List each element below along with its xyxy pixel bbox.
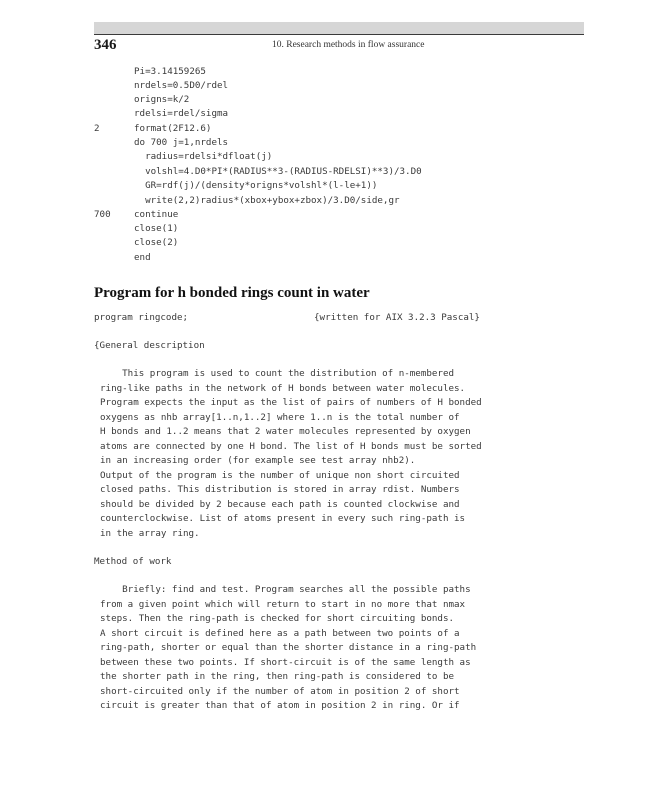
program-declaration: program ringcode; [94,312,189,323]
method-line: A short circuit is defined here as a path between two points of a [100,627,460,639]
code-text: origns=k/2 [134,94,190,105]
code-text: format(2F12.6) [134,123,212,134]
method-line: circuit is greater than that of atom in position 2 in ring. Or if [100,700,460,711]
program-comment: {written for AIX 3.2.3 Pascal} [314,312,480,323]
method-line: from a given point which will return to start in no more that nmax [100,598,466,610]
description-line: H bonds and 1..2 means that 2 water molecules represented by oxygen [100,426,471,437]
description-line: closed paths. This distribution is stored in array rdist. Numbers [100,484,460,495]
description-paragraph [100,367,500,541]
description-line: Program expects the input as the list of pairs of numbers of H bonded [100,397,482,408]
code-text: write(2,2)radius*(xbox+ybox+zbox)/3.D0/side,gr [134,195,400,206]
code-text: rdelsi=rdel/sigma [134,108,229,119]
description-line: should be divided by 2 because each path is counted clockwise and [100,498,460,510]
code-text: end [134,252,151,263]
code-text: continue [134,209,179,220]
code-text: GR=rdf(j)/(density*origns*volshl*(l-le+1)) [134,180,378,191]
method-line: between these two points. If short-circuit is of the same length as [100,656,471,668]
method-line: the shorter path in the ring, then ring-path is considered to be [100,671,455,682]
description-line: in an increasing order (for example see test array nhb2). [100,455,416,466]
description-line: Output of the program is the number of unique non short circuited [100,469,460,481]
section-heading: Program for h bonded rings count in water [94,285,370,301]
general-description-label: {General description [94,340,205,351]
code-text: do 700 j=1,nrdels [134,137,229,148]
description-line: oxygens as nhb array[1..n,1..2] where 1..n is the total number of [100,411,460,423]
method-line: short-circuited only if the number of atom in position 2 of short [100,685,460,697]
code-text: radius=rdelsi*dfloat(j) [134,151,273,162]
description-line: ring-like paths in the network of H bonds between water molecules. [100,382,466,394]
method-line: ring-path, shorter or equal than the shorter distance in a ring-path [100,642,477,653]
header-shading-bar [94,22,584,34]
code-text: close(1) [134,223,179,234]
method-of-work-label: Method of work [94,556,172,567]
code-text: volshl=4.D0*PI*(RADIUS**3-(RADIUS-RDELSI)**3)/3.D0 [134,166,422,177]
code-label: 700 [94,209,111,220]
description-line: atoms are connected by one H bond. The list of H bonds must be sorted [100,440,482,452]
running-head: 10. Research methods in flow assurance [272,40,425,50]
header-rule [94,34,584,35]
code-label: 2 [94,123,100,134]
code-text: nrdels=0.5D0/rdel [134,80,229,91]
description-line: counterclockwise. List of atoms present in every such ring-path is [100,513,466,524]
method-line: Briefly: find and test. Program searches all the possible paths [100,584,471,595]
method-line: steps. Then the ring-path is checked for short circuiting bonds. [100,613,455,624]
page-number: 346 [94,37,117,53]
description-line: in the array ring. [100,527,200,539]
method-paragraph [100,583,500,714]
code-text: close(2) [134,237,179,248]
code-text: Pi=3.14159265 [134,66,206,77]
description-line: This program is used to count the distribution of n-membered [100,368,455,379]
